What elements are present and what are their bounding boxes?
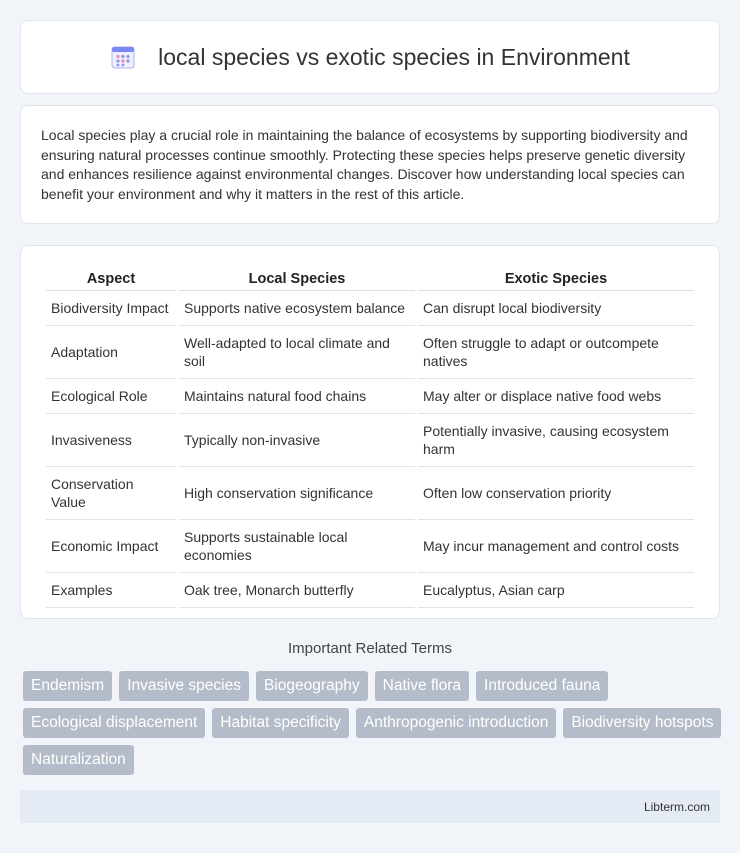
cell-exotic: Potentially invasive, causing ecosystem harm — [418, 414, 694, 467]
footer-brand-link[interactable]: Libterm.com — [643, 799, 710, 814]
header-exotic: Exotic Species — [418, 266, 694, 291]
cell-exotic: Can disrupt local biodiversity — [418, 291, 694, 326]
cell-local: Well-adapted to local climate and soil — [179, 326, 415, 379]
tag-naturalization[interactable]: Naturalization — [23, 745, 134, 775]
cell-local: Typically non-invasive — [179, 414, 415, 467]
cell-aspect: Adaptation — [46, 326, 176, 379]
intro-text: Local species play a crucial role in maintaining the balance of ecosystems by supporting biodiversity and ensuring natural processes continue smoothly. Protecting these species helps preserve genetic diversity and enhances resilience against environmental changes. Discover how understanding local species can benefit your environment and why it matters in the rest of this article. — [41, 127, 688, 202]
cell-aspect: Biodiversity Impact — [46, 291, 176, 326]
calendar-grid-icon — [110, 44, 136, 70]
cell-aspect: Economic Impact — [46, 520, 176, 573]
intro-card — [20, 105, 720, 224]
cell-exotic: Often struggle to adapt or outcompete natives — [418, 326, 694, 379]
footer — [20, 790, 720, 823]
table-row — [46, 379, 694, 414]
header-card — [20, 20, 720, 94]
comparison-table — [43, 266, 697, 608]
related-terms-list — [23, 671, 723, 775]
cell-aspect: Examples — [46, 573, 176, 608]
table-header-row — [46, 266, 694, 291]
page-title: local species vs exotic species in Environment — [158, 43, 630, 70]
cell-local: Supports native ecosystem balance — [179, 291, 415, 326]
tag-native-flora[interactable]: Native flora — [375, 671, 469, 701]
tag-ecological-displacement[interactable]: Ecological displacement — [23, 708, 205, 738]
table-row — [46, 573, 694, 608]
header-local: Local Species — [179, 266, 415, 291]
tag-anthropogenic-introduction[interactable]: Anthropogenic introduction — [356, 708, 556, 738]
table-row — [46, 326, 694, 379]
cell-exotic: May incur management and control costs — [418, 520, 694, 573]
tag-introduced-fauna[interactable]: Introduced fauna — [476, 671, 608, 701]
tag-endemism[interactable]: Endemism — [23, 671, 112, 701]
table-row — [46, 291, 694, 326]
tag-biogeography[interactable]: Biogeography — [256, 671, 368, 701]
cell-local: Supports sustainable local economies — [179, 520, 415, 573]
table-row — [46, 520, 694, 573]
cell-local: Oak tree, Monarch butterfly — [179, 573, 415, 608]
cell-local: High conservation significance — [179, 467, 415, 520]
cell-aspect: Invasiveness — [46, 414, 176, 467]
cell-exotic: May alter or displace native food webs — [418, 379, 694, 414]
table-row — [46, 414, 694, 467]
cell-aspect: Conservation Value — [46, 467, 176, 520]
tag-invasive-species[interactable]: Invasive species — [119, 671, 249, 701]
cell-exotic: Eucalyptus, Asian carp — [418, 573, 694, 608]
cell-local: Maintains natural food chains — [179, 379, 415, 414]
comparison-card — [20, 245, 720, 619]
tag-biodiversity-hotspots[interactable]: Biodiversity hotspots — [563, 708, 721, 738]
table-row — [46, 467, 694, 520]
header-aspect: Aspect — [46, 266, 176, 291]
cell-exotic: Often low conservation priority — [418, 467, 694, 520]
tag-habitat-specificity[interactable]: Habitat specificity — [212, 708, 349, 738]
cell-aspect: Ecological Role — [46, 379, 176, 414]
related-terms-title: Important Related Terms — [288, 640, 452, 657]
